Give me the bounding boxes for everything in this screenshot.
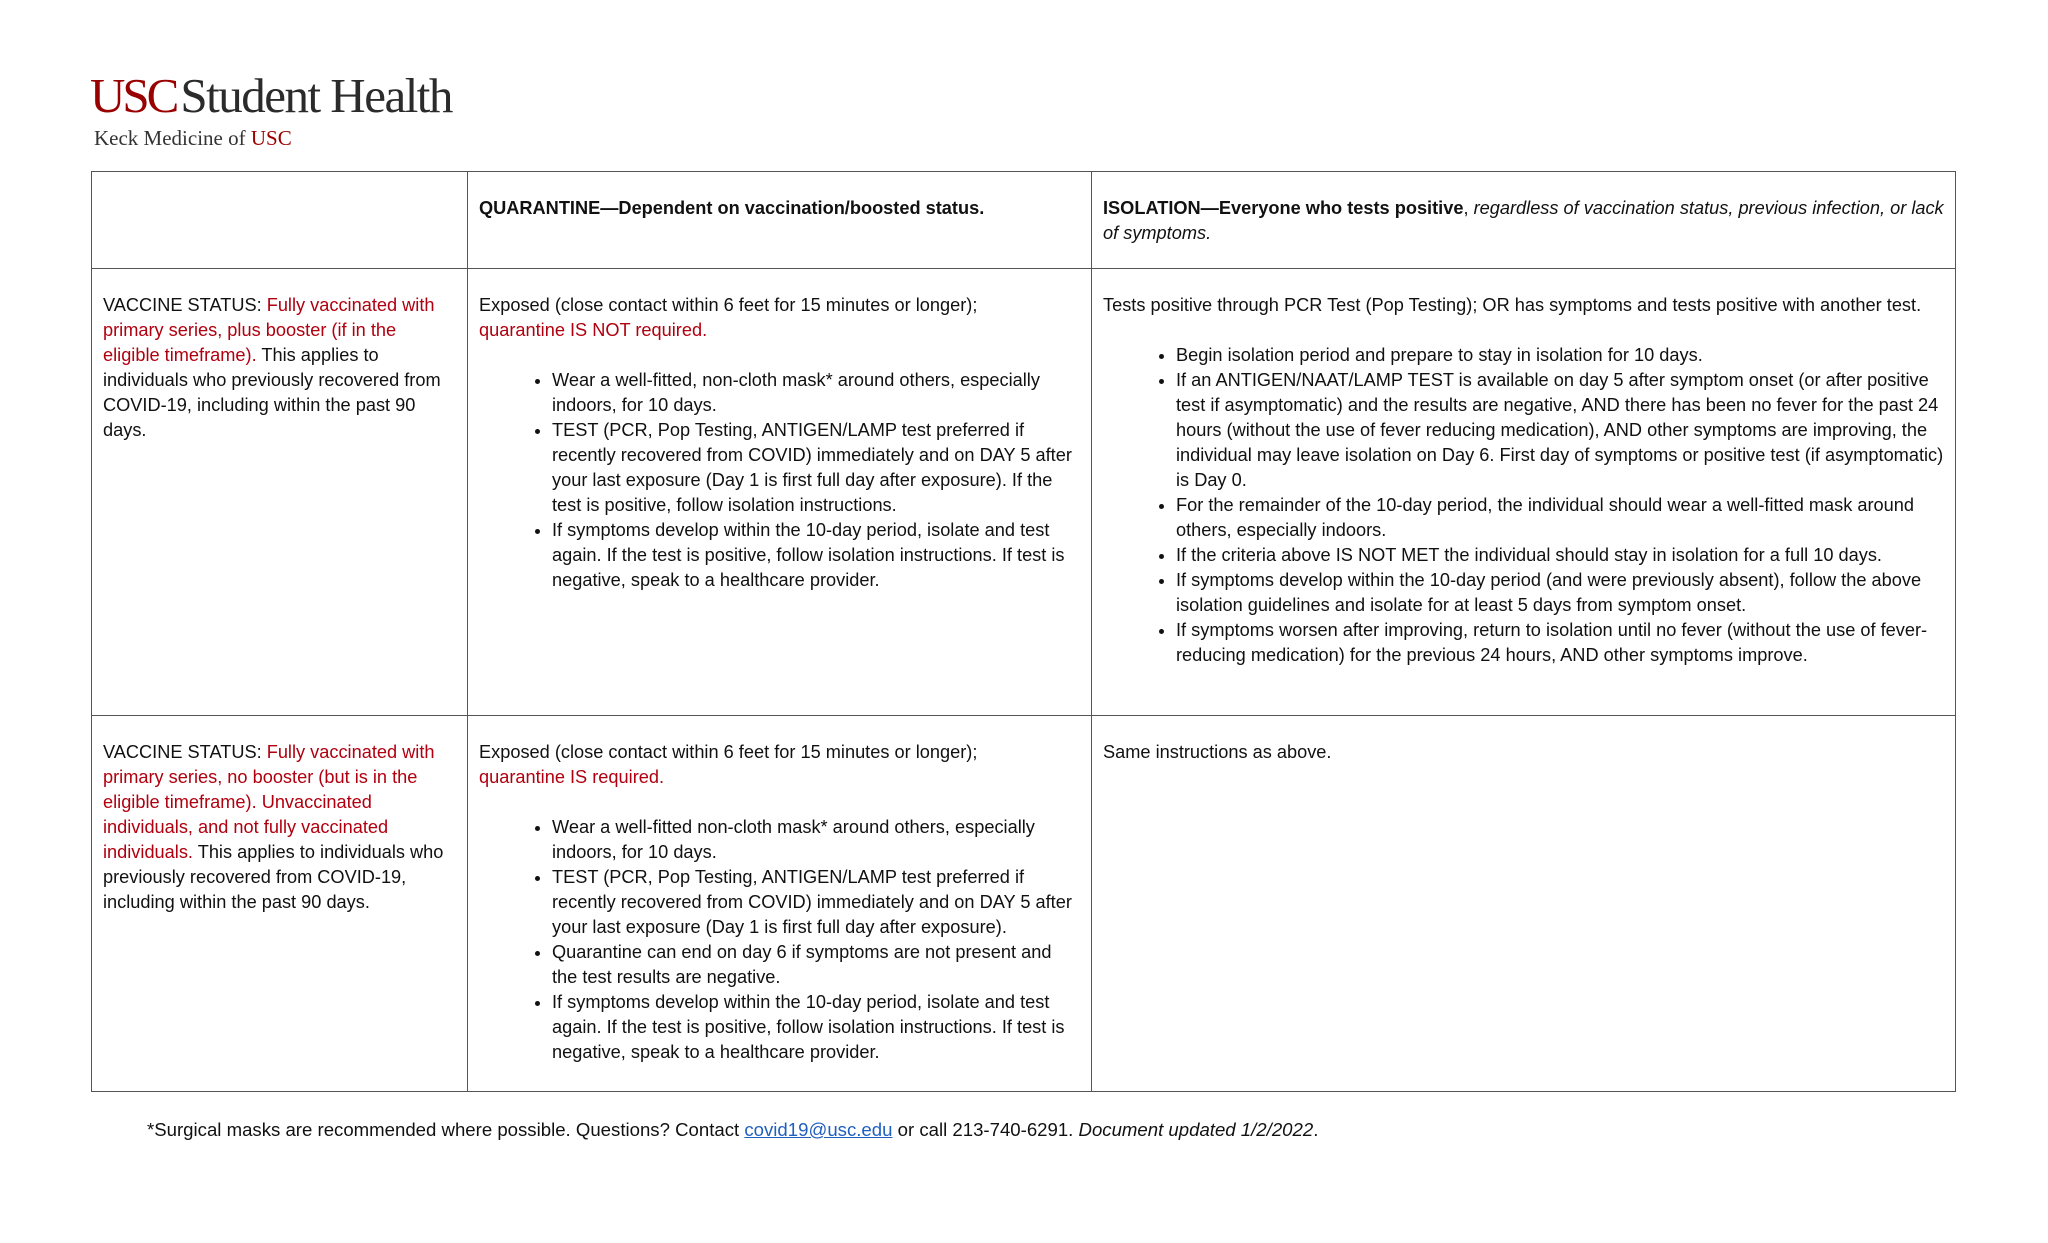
list-item: • Wear a well-fitted non-cloth mask* around others, especially indoors, for 10 days. [552,815,1081,865]
header-isolation [1092,172,1956,269]
isolation-cell [1092,716,1956,1092]
quarantine-intro: Exposed (close contact within 6 feet for 15 minutes or longer); [479,295,978,315]
header-isolation-sep: , [1463,198,1474,218]
vaccine-status-cell [92,269,468,716]
logo-wordmark [90,70,452,122]
footer-note [147,1119,1318,1141]
list-item: • If symptoms develop within the 10-day period, isolate and test again. If the test is positive, follow isolation instructions. If test is negative, speak to a healthcare provider. [552,518,1081,593]
header-isolation-italic: regardless of vaccination status, previous infection, or lack of symptoms. [1103,198,1944,243]
list-item: • Wear a well-fitted, non-cloth mask* around others, especially indoors, for 10 days. [552,368,1081,418]
table-header-row [92,172,1956,269]
list-item: • If symptoms develop within the 10-day period (and were previously absent), follow the above isolation guidelines and isolate for at least 5 days from symptom onset. [1176,568,1945,618]
list-item: • TEST (PCR, Pop Testing, ANTIGEN/LAMP test preferred if recently recovered from COVID) immediately and on DAY 5 after your last exposure (Day 1 is first full day after exposure). If the test is positive, follow isolation instructions. [552,418,1081,518]
logo-sub-usc: USC [250,126,292,150]
list-item: • If symptoms worsen after improving, return to isolation until no fever (without the use of fever-reducing medication) for the previous 24 hours, AND other symptoms improve. [1176,618,1945,668]
quarantine-cell [468,716,1092,1092]
status-rest: This applies to individuals who previously recovered from COVID-19, including within the past 90 days. [103,345,441,440]
contact-email-link[interactable]: covid19@usc.edu [744,1119,893,1140]
status-prefix: VACCINE STATUS: [103,295,267,315]
isolation-same-text: Same instructions as above. [1103,742,1332,762]
list-item: • If symptoms develop within the 10-day period, isolate and test again. If the test is positive, follow isolation instructions. If test is negative, speak to a healthcare provider. [552,990,1081,1065]
header-quarantine [468,172,1092,269]
logo-subtitle [94,126,452,151]
list-item: • Quarantine can end on day 6 if symptoms are not present and the test results are negative. [552,940,1081,990]
list-item: • Begin isolation period and prepare to stay in isolation for 10 days. [1176,343,1945,368]
table-row [92,716,1956,1092]
header-isolation-bold: ISOLATION—Everyone who tests positive [1103,198,1464,218]
logo-student-health: Student Health [180,68,452,123]
list-item: • If the criteria above IS NOT MET the individual should stay in isolation for a full 10 days. [1176,543,1945,568]
footer-period: . [1313,1119,1319,1140]
vaccine-status-cell [92,716,468,1092]
quarantine-requirement: quarantine IS required. [479,767,665,787]
table-row [92,269,1956,716]
quarantine-list [479,368,1081,593]
quarantine-list [479,815,1081,1065]
usc-student-health-logo [90,70,452,151]
header-empty-cell [92,172,468,269]
list-item: • If an ANTIGEN/NAAT/LAMP TEST is available on day 5 after symptom onset (or after positive test if asymptomatic) and the results are negative, AND there has been no fever for the past 24 hours (without the use of fever reducing medication), AND other symptoms are improving, the individual may leave isolation on Day 6. First day of symptoms or positive test (if asymptomatic) is Day 0. [1176,368,1945,493]
quarantine-cell [468,269,1092,716]
status-rest: This applies to individuals who previously recovered from COVID-19, including within the past 90 days. [103,842,444,912]
list-item: • For the remainder of the 10-day period, the individual should wear a well-fitted mask around others, especially indoors. [1176,493,1945,543]
document-updated: Document updated 1/2/2022 [1078,1119,1314,1140]
isolation-intro: Tests positive through PCR Test (Pop Testing); OR has symptoms and tests positive with another test. [1103,295,1922,315]
isolation-list [1103,343,1945,668]
status-prefix: VACCINE STATUS: [103,742,267,762]
quarantine-requirement: quarantine IS NOT required. [479,320,708,340]
list-item: • TEST (PCR, Pop Testing, ANTIGEN/LAMP test preferred if recently recovered from COVID) immediately and on DAY 5 after your last exposure (Day 1 is first full day after exposure). [552,865,1081,940]
logo-sub-prefix: Keck Medicine of [94,126,251,150]
status-red: Fully vaccinated with primary series, plus booster (if in the eligible timeframe). [103,295,435,365]
quarantine-intro: Exposed (close contact within 6 feet for 15 minutes or longer); [479,742,978,762]
isolation-cell [1092,269,1956,716]
footer-text-1: *Surgical masks are recommended where possible. Questions? Contact [147,1119,745,1140]
footer-text-2: or call 213-740-6291. [892,1119,1079,1140]
logo-usc: USC [90,68,177,123]
status-red: Fully vaccinated with primary series, no booster (but is in the eligible timeframe). Unvaccinated individuals, and not fully vaccinated individuals. [103,742,435,862]
guidance-table [91,171,1956,1092]
header-quarantine-text: QUARANTINE—Dependent on vaccination/boosted status. [479,198,985,218]
